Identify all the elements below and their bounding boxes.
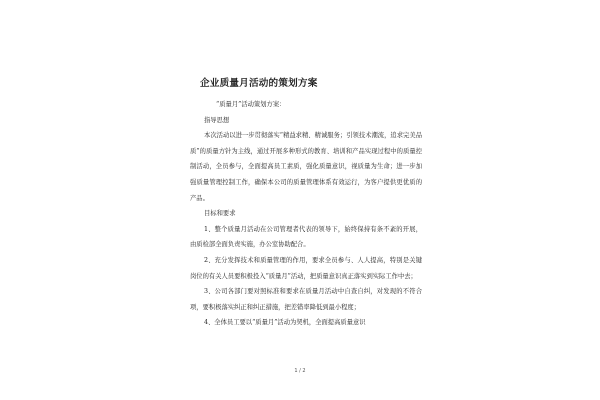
list-item-1: 1、整个质量月活动在公司管理者代表的领导下，始终保持有条不紊的开展，由质检部全面负责实施，办公室协助配合。	[190, 225, 422, 249]
list-item-4: 4、全体员工要以“质量月”活动为契机，全面提高质量意识	[204, 319, 366, 327]
list-item-3: 3、公司各部门要对照标准和要求在质量月活动中自查自纠，对发现的不符合项，要积极落实纠正和纠正措施，把差错率降低到最小程度；	[190, 288, 422, 311]
section-heading-guiding: 指导思想	[204, 116, 230, 124]
list-item-2: 2、充分发挥技术和质量管理的作用，要求全员参与、人人提高，特别是关键岗位的有关人员要积极投入“质量月”活动，把质量意识真正落实到实际工作中去；	[190, 256, 422, 280]
page-number: 1 / 2	[294, 368, 306, 374]
document-content	[190, 78, 422, 331]
document-subtitle: “质量月”活动策划方案：	[216, 101, 286, 108]
document-title: 企业质量月活动的策划方案	[200, 78, 318, 89]
section-heading-goals: 目标和要求	[204, 210, 236, 218]
paragraph-guiding: 本次活动以进一步贯彻落实“精益求精、精诚服务；引领技术潮流，追求完美品质”的质量方针为主线，通过开展多种形式的教育、培训和产品实现过程中的质量控制活动，全员参与，全面提高员工素质，强化质量意识，视质量为生命；进一步加强质量管理控制工作，确保本公司的质量管理体系有效运行，为客户提供更优质的产品。	[190, 132, 422, 202]
